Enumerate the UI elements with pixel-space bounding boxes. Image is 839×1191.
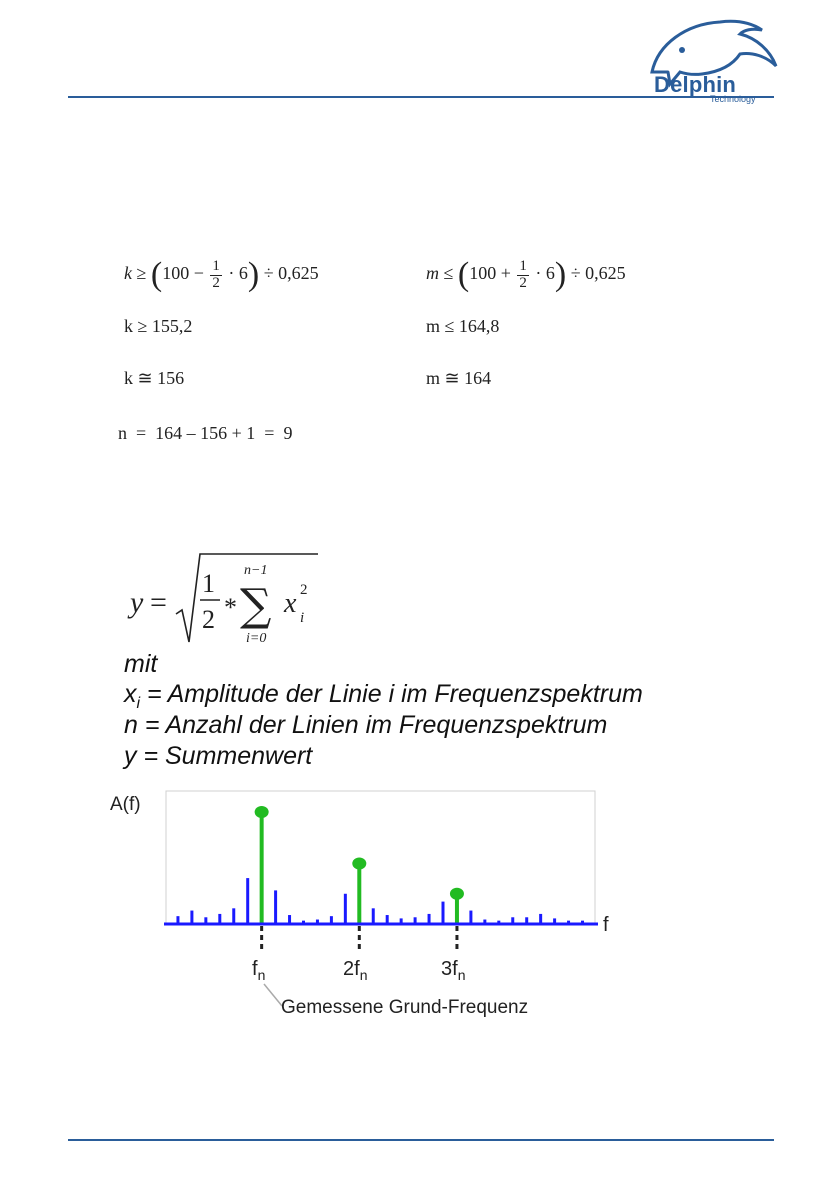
tick-label-1: $f_n$ [252, 958, 266, 983]
chart-frame [166, 791, 595, 923]
equation-row2-left: k ≥ 155,2 [124, 316, 193, 336]
sum-formula [126, 548, 326, 648]
def-mit: mit [124, 650, 158, 678]
formula-term: x [284, 588, 297, 619]
equation-row4: n = 164 – 156 + 1 = 9 [118, 423, 293, 443]
harmonic-marker [255, 806, 269, 818]
formula-star: * [224, 593, 237, 622]
harmonic-marker [352, 858, 366, 870]
tick-label-3: $3f_n$ [441, 958, 466, 983]
sum-lower: i=0 [246, 631, 267, 646]
equation-row3-left: k ≅ 156 [124, 368, 185, 388]
formula-frac-num: 1 [202, 569, 215, 598]
harmonic-marker [450, 888, 464, 900]
chart-ylabel: A(f) [110, 794, 141, 815]
chart-annotation: Gemessene Grund-Frequenz [281, 997, 529, 1018]
formula-term-sub: i [300, 610, 305, 626]
svg-text:=: = [150, 586, 167, 619]
def-xi: $x_i$ = Amplitude der Linie i im Frequenzspektrum [124, 680, 643, 712]
sum-upper: n−1 [244, 563, 268, 578]
logo-subtitle: Technology [710, 94, 756, 104]
equation-row1-right: m ≤ (100 + $\frac{1}{2}$ · 6) ÷ 0,625 [426, 256, 626, 293]
equation-row1-left: k ≥ (100 − $\frac{1}{2}$ · 6) ÷ 0,625 [124, 256, 319, 293]
formula-term-sup: 2 [300, 582, 308, 598]
formula-frac-den: 2 [202, 605, 215, 634]
chart-xlabel: f [603, 914, 609, 936]
logo-wordmark: Delphin [654, 72, 737, 97]
equation-row2-right: m ≤ 164,8 [426, 316, 500, 336]
formula-lhs: y [130, 586, 144, 619]
equation-row3-right: m ≅ 164 [426, 368, 492, 388]
def-n: n = Anzahl der Linien im Frequenzspektrum [124, 711, 608, 739]
tick-label-2: $2f_n$ [343, 958, 368, 983]
spectrum-chart [160, 788, 620, 958]
def-y: y = Summenwert [124, 742, 313, 770]
sigma-icon: ∑ [240, 580, 272, 631]
footer-rule [68, 1139, 774, 1141]
